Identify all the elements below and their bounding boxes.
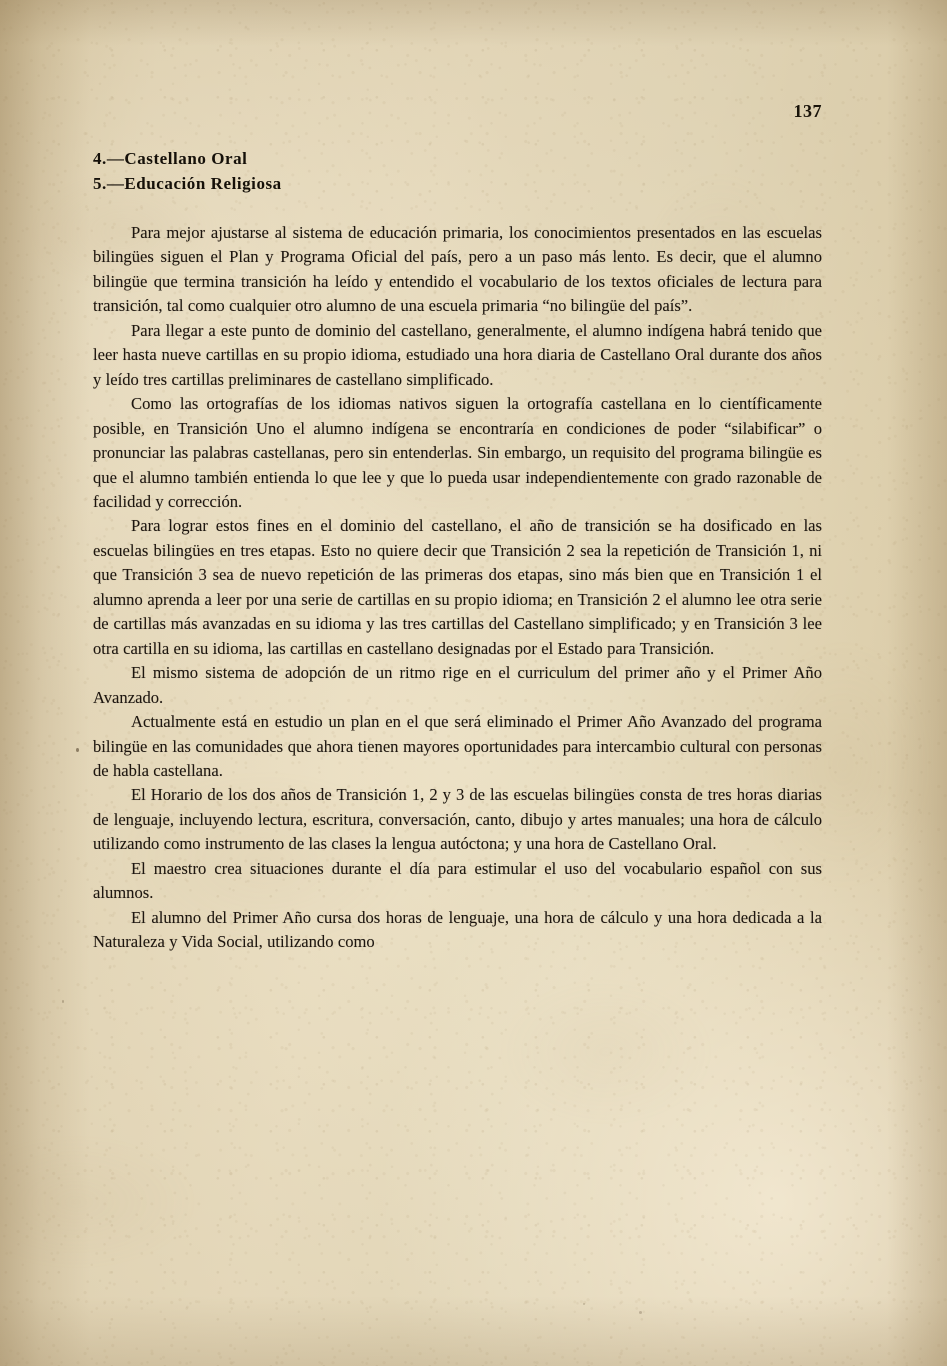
paragraph: Para llegar a este punto de dominio del castellano, generalmente, el alumno indígena habrá tenido que leer hasta nueve cartillas en su propio idioma, estudiado una hora diaria de Castellano Oral durante dos años y leído tres cartillas preliminares de castellano simplificado. [93,320,822,389]
paragraph: Actualmente está en estudio un plan en el que será eliminado el Primer Año Avanzado del programa bilingüe en las comunidades que ahora tienen mayores oportunidades para intercambio cultural con personas de habla castellana. [93,712,822,780]
paragraph: Para lograr estos fines en el dominio del castellano, el año de transición se ha dosificado en las escuelas bilingües en tres etapas. Esto no quiere decir que Transición 2 sea la repetición de Transición 1, ni que Transición 3 sea de nuevo repetición de las primeras dos etapas, sino más bien que en Transición 1 el alumno aprenda a leer por una serie de cartillas en su propio idioma; en Transición 2 el alumno lee otra serie de cartillas más avanzadas en su idioma y las tres cartillas del Castellano simplificado; y en Transición 3 lee otra cartilla en su idioma, las cartillas en castellano designadas por el Estado para Transición. [93,516,822,658]
page-number: 137 [793,101,822,121]
paragraph: El Horario de los dos años de Transición 1, 2 y 3 de las escuelas bilingües consta de tres horas diarias de lenguaje, incluyendo lectura, escritura, conversación, canto, dibujo y artes manuales; una hora de cálculo utilizando como instrumento de las clases la lengua autóctona; y una hora de Castellano Oral. [93,785,822,854]
heading-item-4: 4.—Castellano Oral [93,149,248,168]
ink-speck [62,1000,64,1003]
body-text [93,221,822,955]
page-right-edge-shadow [887,0,947,1366]
paragraph: El alumno del Primer Año cursa dos horas de lenguaje, una hora de cálculo y una hora dedicada a la Naturaleza y Vida Social, utilizando como [93,907,822,952]
paragraph: Para mejor ajustarse al sistema de educación primaria, los conocimientos presentados en las escuelas bilingües siguen el Plan y Programa Oficial del país, pero a un paso más lento. Es decir, que el alumno bilingüe que termina transición ha leído y entendido el vocabulario de los textos oficiales de lectura para transición, tal como cualquier otro alumno de una escuela primaria “no bilingüe del país”. [93,223,822,316]
paragraph: El maestro crea situaciones durante el día para estimular el uso del vocabulario español con sus alumnos. [93,858,822,903]
numbered-heading-list [93,147,822,196]
ink-speck [76,748,79,752]
page-gutter-shadow [0,0,90,1366]
heading-item-5: 5.—Educación Religiosa [93,173,282,193]
page-content [93,0,822,1366]
paragraph: El mismo sistema de adopción de un ritmo rige en el curriculum del primer año y el Primer Año Avanzado. [93,663,822,707]
paragraph: Como las ortografías de los idiomas nativos siguen la ortografía castellana en lo científicamente posible, en Transición Uno el alumno indígena se encontraría en condiciones de poder “silabificar” o pronunciar las palabras castellanas, pero sin entenderlas. Sin embargo, un requisito del programa bilingüe es que el alumno también entienda lo que lee y que lo pueda usar independientemente con grado razonable de facilidad y corrección. [93,394,822,511]
